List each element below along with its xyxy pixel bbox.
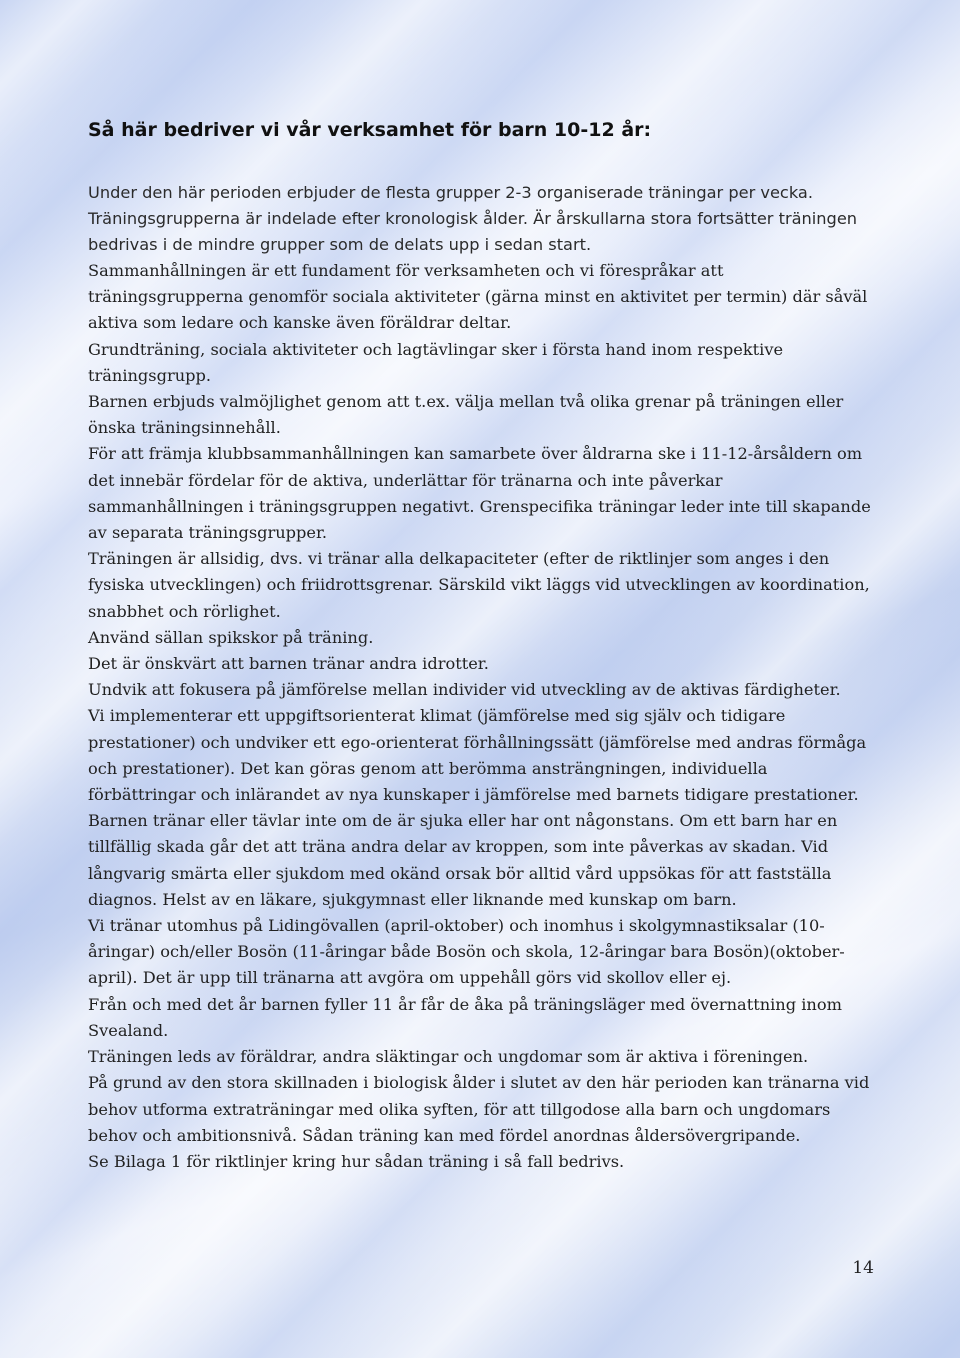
paragraph: Sammanhållningen är ett fundament för verksamheten och vi förespråkar att träningsgrupperna genomför sociala aktiviteter (gärna minst en aktivitet per termin) där såväl aktiva som ledare och kanske även föräldrar deltar. — [88, 261, 868, 333]
paragraph: Se Bilaga 1 för riktlinjer kring hur sådan träning i så fall bedrivs. — [88, 1151, 625, 1171]
section-heading: Så här bedriver vi vår verksamhet för barn 10-12 år: — [88, 119, 652, 141]
paragraph: Vi implementerar ett uppgiftsorienterat klimat (jämförelse med sig själv och tidigare prestationer) och undviker ett ego-orienterat förhållningssätt (jämförelse med andras förmåga och prestationer). Det kan göras genom att berömma ansträngningen, individuella förbättringar och inlärandet av nya kunskaper i jämförelse med barnets tidigare prestationer. — [88, 706, 867, 805]
paragraph: Använd sällan spikskor på träning. — [88, 627, 374, 647]
paragraph: På grund av den stora skillnaden i biologisk ålder i slutet av den här perioden kan tränarna vid behov utforma extraträningar med olika syften, för att tillgodose alla barn och ungdomars behov och ambitionsnivå. Sådan träning kan med fördel anordnas åldersövergripande. — [88, 1073, 870, 1145]
body-text — [88, 258, 878, 1175]
paragraph: Barnen erbjuds valmöjlighet genom att t.ex. välja mellan två olika grenar på träningen eller önska träningsinnehåll. — [88, 392, 844, 438]
paragraph: Från och med det år barnen fyller 11 år får de åka på träningsläger med övernattning inom Svealand. — [88, 994, 842, 1040]
intro-text — [88, 180, 878, 259]
paragraph: Träningen är allsidig, dvs. vi tränar alla delkapaciteter (efter de riktlinjer som anges i den fysiska utvecklingen) och friidrottsgrenar. Särskild vikt läggs vid utvecklingen av koordination, snabbhet och rörlighet. — [88, 549, 870, 621]
paragraph: Träningen leds av föräldrar, andra släktingar och ungdomar som är aktiva i föreningen. — [88, 1047, 809, 1067]
paragraph: Det är önskvärt att barnen tränar andra idrotter. — [88, 654, 489, 674]
paragraph: Undvik att fokusera på jämförelse mellan individer vid utveckling av de aktivas färdigheter. — [88, 680, 841, 700]
paragraph: Barnen tränar eller tävlar inte om de är sjuka eller har ont någonstans. Om ett barn har en tillfällig skada går det att träna andra delar av kroppen, som inte påverkas av skadan. Vid långvarig smärta eller sjukdom med okänd orsak bör alltid vård uppsökas för att fastställa diagnos. Helst av en läkare, sjukgymnast eller liknande med kunskap om barn. — [88, 811, 838, 909]
intro-paragraph: Under den här perioden erbjuder de flesta grupper 2-3 organiserade träningar per vecka. Träningsgrupperna är indelade efter kronologisk ålder. Är årskullarna stora fortsätter träningen bedrivas i de mindre grupper som de delats upp i sedan start. — [88, 183, 858, 255]
paragraph: För att främja klubbsammanhållningen kan samarbete över åldrarna ske i 11-12-årsåldern om det innebär fördelar för de aktiva, underlättar för tränarna och inte påverkar sammanhållningen i träningsgruppen negativt. Grenspecifika träningar leder inte till skapande av separata träningsgrupper. — [88, 444, 871, 543]
paragraph: Vi tränar utomhus på Lidingövallen (april-oktober) och inomhus i skolgymnastiksalar (10-åringar) och/eller Bosön (11-åringar både Bosön och skola, 12-åringar bara Bosön)(oktober-april). Det är upp till tränarna att avgöra om uppehåll görs vid skollov eller ej. — [88, 916, 845, 988]
page-number: 14 — [852, 1258, 874, 1278]
paragraph: Grundträning, sociala aktiviteter och lagtävlingar sker i första hand inom respektive träningsgrupp. — [88, 339, 784, 385]
